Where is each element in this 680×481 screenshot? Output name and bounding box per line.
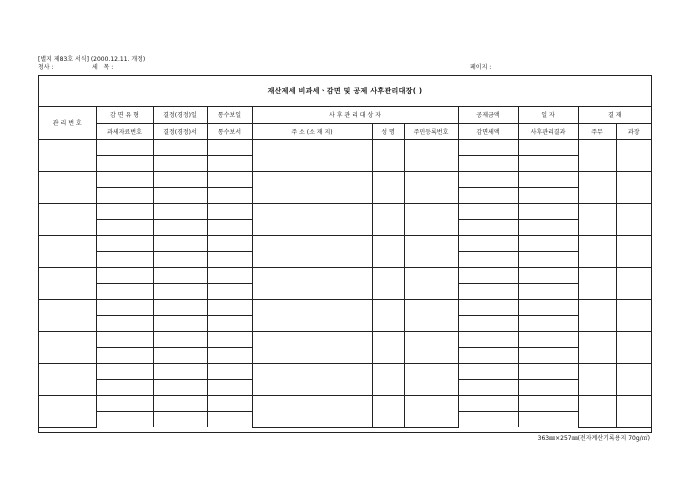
table-cell[interactable] xyxy=(404,331,458,363)
table-row xyxy=(39,171,651,187)
col-header-followup-result: 사후관리결과 xyxy=(518,123,578,139)
table-cell[interactable] xyxy=(518,187,578,203)
table-cell[interactable] xyxy=(616,331,651,363)
col-header-chief: 과장 xyxy=(616,123,651,139)
table-cell[interactable] xyxy=(39,203,96,235)
table-cell[interactable] xyxy=(252,331,372,363)
col-header-subject-group: 사 후 관 리 대 상 자 xyxy=(252,107,458,123)
ledger-form xyxy=(38,75,652,433)
col-header-approval-group: 결 재 xyxy=(578,107,651,123)
table-cell[interactable] xyxy=(96,379,153,395)
col-header-resident-no: 주민등록번호 xyxy=(404,123,458,139)
table-cell[interactable] xyxy=(404,235,458,267)
table-cell[interactable] xyxy=(207,379,252,395)
table-cell[interactable] xyxy=(372,331,404,363)
col-header-notice-doc: 통수보서 xyxy=(207,123,252,139)
table-cell[interactable] xyxy=(96,299,153,315)
table-cell[interactable] xyxy=(578,235,616,267)
table-cell[interactable] xyxy=(207,219,252,235)
table-cell[interactable] xyxy=(578,139,616,171)
table-cell[interactable] xyxy=(96,139,153,155)
table-cell[interactable] xyxy=(518,203,578,219)
col-header-notice-date: 통수보일 xyxy=(207,107,252,123)
table-cell[interactable] xyxy=(153,331,207,347)
col-header-address: 주 소 (소 재 지) xyxy=(252,123,372,139)
table-cell[interactable] xyxy=(252,267,372,299)
table-cell[interactable] xyxy=(207,315,252,331)
form-title: 재산제세 비과세ㆍ감면 및 공제 사후관리대장( ) xyxy=(39,76,651,107)
table-cell[interactable] xyxy=(207,411,252,427)
table-cell[interactable] xyxy=(39,235,96,267)
table-cell[interactable] xyxy=(458,331,518,347)
table-cell[interactable] xyxy=(578,363,616,395)
table-cell[interactable] xyxy=(458,299,518,315)
col-header-date-group: 일 자 xyxy=(518,107,578,123)
ledger-table xyxy=(39,107,651,428)
table-row xyxy=(39,235,651,251)
header-row-1 xyxy=(39,107,651,123)
table-cell[interactable] xyxy=(96,171,153,187)
table-cell[interactable] xyxy=(207,267,252,283)
col-header-exempt-type: 감 면 유 형 xyxy=(96,107,153,123)
table-cell[interactable] xyxy=(518,347,578,363)
page-number-label: 페이지 : xyxy=(470,64,492,71)
table-cell[interactable] xyxy=(518,363,578,379)
table-cell[interactable] xyxy=(207,235,252,251)
table-cell[interactable] xyxy=(372,363,404,395)
table-cell[interactable] xyxy=(518,219,578,235)
table-cell[interactable] xyxy=(404,203,458,235)
table-cell[interactable] xyxy=(404,139,458,171)
table-cell[interactable] xyxy=(458,155,518,171)
table-cell[interactable] xyxy=(252,299,372,331)
table-cell[interactable] xyxy=(153,171,207,187)
tax-item-label: 세 목 : xyxy=(92,64,114,71)
table-cell[interactable] xyxy=(518,235,578,251)
table-cell[interactable] xyxy=(616,171,651,203)
table-cell[interactable] xyxy=(96,411,153,427)
table-cell[interactable] xyxy=(207,347,252,363)
table-cell[interactable] xyxy=(153,299,207,315)
table-cell[interactable] xyxy=(252,203,372,235)
col-header-mgmt-no: 관 리 번 호 xyxy=(39,107,96,139)
table-cell[interactable] xyxy=(153,187,207,203)
table-cell[interactable] xyxy=(39,139,96,171)
table-cell[interactable] xyxy=(39,395,96,427)
table-cell[interactable] xyxy=(458,235,518,251)
table-row xyxy=(39,331,651,347)
table-cell[interactable] xyxy=(96,363,153,379)
table-cell[interactable] xyxy=(153,203,207,219)
col-header-deduction-amount: 공제금액 xyxy=(458,107,518,123)
table-cell[interactable] xyxy=(207,155,252,171)
table-cell[interactable] xyxy=(207,283,252,299)
form-reference: [별지 제83호 서식] (2000.12.11. 개정) xyxy=(38,56,146,63)
table-cell[interactable] xyxy=(372,171,404,203)
table-cell[interactable] xyxy=(96,219,153,235)
table-cell[interactable] xyxy=(153,139,207,155)
table-cell[interactable] xyxy=(616,139,651,171)
table-cell[interactable] xyxy=(252,171,372,203)
table-cell[interactable] xyxy=(207,395,252,411)
table-cell[interactable] xyxy=(404,363,458,395)
table-cell[interactable] xyxy=(153,251,207,267)
table-cell[interactable] xyxy=(96,187,153,203)
table-cell[interactable] xyxy=(96,331,153,347)
table-cell[interactable] xyxy=(252,235,372,267)
table-cell[interactable] xyxy=(207,363,252,379)
table-cell[interactable] xyxy=(207,203,252,219)
table-cell[interactable] xyxy=(96,267,153,283)
table-cell[interactable] xyxy=(96,347,153,363)
table-cell[interactable] xyxy=(578,395,616,427)
table-cell[interactable] xyxy=(153,283,207,299)
table-cell[interactable] xyxy=(518,155,578,171)
table-cell[interactable] xyxy=(96,315,153,331)
table-cell[interactable] xyxy=(153,155,207,171)
table-cell[interactable] xyxy=(518,379,578,395)
table-cell[interactable] xyxy=(39,267,96,299)
table-cell[interactable] xyxy=(458,283,518,299)
table-cell[interactable] xyxy=(458,379,518,395)
table-cell[interactable] xyxy=(372,299,404,331)
table-row xyxy=(39,139,651,155)
table-cell[interactable] xyxy=(153,379,207,395)
table-cell[interactable] xyxy=(458,347,518,363)
table-cell[interactable] xyxy=(518,395,578,411)
table-cell[interactable] xyxy=(96,155,153,171)
table-cell[interactable] xyxy=(616,267,651,299)
table-cell[interactable] xyxy=(518,171,578,187)
table-cell[interactable] xyxy=(252,139,372,171)
col-header-decision-doc: 결정(경정)서 xyxy=(153,123,207,139)
table-cell[interactable] xyxy=(372,395,404,427)
table-cell[interactable] xyxy=(96,203,153,219)
table-cell[interactable] xyxy=(458,267,518,283)
table-cell[interactable] xyxy=(518,283,578,299)
table-row xyxy=(39,363,651,379)
table-cell[interactable] xyxy=(252,395,372,427)
table-cell[interactable] xyxy=(153,363,207,379)
table-cell[interactable] xyxy=(153,267,207,283)
table-cell[interactable] xyxy=(616,203,651,235)
table-row xyxy=(39,267,651,283)
table-cell[interactable] xyxy=(153,411,207,427)
table-row xyxy=(39,299,651,315)
table-cell[interactable] xyxy=(96,395,153,411)
table-cell[interactable] xyxy=(96,251,153,267)
office-label: 청사 : xyxy=(38,64,54,71)
col-header-decision-date: 결정(경정)일 xyxy=(153,107,207,123)
header-row-2 xyxy=(39,123,651,139)
table-cell[interactable] xyxy=(616,363,651,395)
col-header-tax-record-no: 과세자료번호 xyxy=(96,123,153,139)
table-cell[interactable] xyxy=(372,267,404,299)
table-cell[interactable] xyxy=(518,331,578,347)
table-cell[interactable] xyxy=(96,235,153,251)
table-row xyxy=(39,203,651,219)
table-cell[interactable] xyxy=(458,315,518,331)
table-cell[interactable] xyxy=(616,299,651,331)
table-cell[interactable] xyxy=(518,315,578,331)
table-cell[interactable] xyxy=(458,411,518,427)
table-cell[interactable] xyxy=(578,203,616,235)
table-cell[interactable] xyxy=(39,331,96,363)
table-cell[interactable] xyxy=(404,395,458,427)
table-cell[interactable] xyxy=(39,171,96,203)
paper-spec-note: 363㎜×257㎜(전자계산기록용지 70g/㎡) xyxy=(537,435,650,442)
col-header-officer: 주무 xyxy=(578,123,616,139)
table-cell[interactable] xyxy=(372,203,404,235)
table-cell[interactable] xyxy=(207,299,252,315)
table-cell[interactable] xyxy=(518,411,578,427)
table-cell[interactable] xyxy=(518,251,578,267)
table-cell[interactable] xyxy=(578,331,616,363)
table-cell[interactable] xyxy=(518,139,578,155)
table-cell[interactable] xyxy=(207,251,252,267)
table-cell[interactable] xyxy=(207,187,252,203)
table-cell[interactable] xyxy=(207,171,252,187)
table-cell[interactable] xyxy=(578,299,616,331)
table-cell[interactable] xyxy=(458,187,518,203)
table-cell[interactable] xyxy=(578,171,616,203)
table-cell[interactable] xyxy=(578,267,616,299)
table-cell[interactable] xyxy=(153,347,207,363)
table-cell[interactable] xyxy=(39,299,96,331)
table-cell[interactable] xyxy=(518,267,578,283)
table-cell[interactable] xyxy=(458,203,518,219)
table-cell[interactable] xyxy=(458,251,518,267)
col-header-exempt-amount: 감면세액 xyxy=(458,123,518,139)
col-header-name: 성 명 xyxy=(372,123,404,139)
table-cell[interactable] xyxy=(458,363,518,379)
table-cell[interactable] xyxy=(404,267,458,299)
table-cell[interactable] xyxy=(96,283,153,299)
table-cell[interactable] xyxy=(372,235,404,267)
table-row xyxy=(39,395,651,411)
table-cell[interactable] xyxy=(153,219,207,235)
table-cell[interactable] xyxy=(207,139,252,155)
table-cell[interactable] xyxy=(458,219,518,235)
table-cell[interactable] xyxy=(153,315,207,331)
table-cell[interactable] xyxy=(518,299,578,315)
table-cell[interactable] xyxy=(207,331,252,347)
table-cell[interactable] xyxy=(458,395,518,411)
table-cell[interactable] xyxy=(404,171,458,203)
table-cell[interactable] xyxy=(39,363,96,395)
table-cell[interactable] xyxy=(372,139,404,171)
table-cell[interactable] xyxy=(616,235,651,267)
table-cell[interactable] xyxy=(153,235,207,251)
table-cell[interactable] xyxy=(404,299,458,331)
table-cell[interactable] xyxy=(616,395,651,427)
table-cell[interactable] xyxy=(153,395,207,411)
table-cell[interactable] xyxy=(458,139,518,155)
table-cell[interactable] xyxy=(252,363,372,395)
table-cell[interactable] xyxy=(458,171,518,187)
